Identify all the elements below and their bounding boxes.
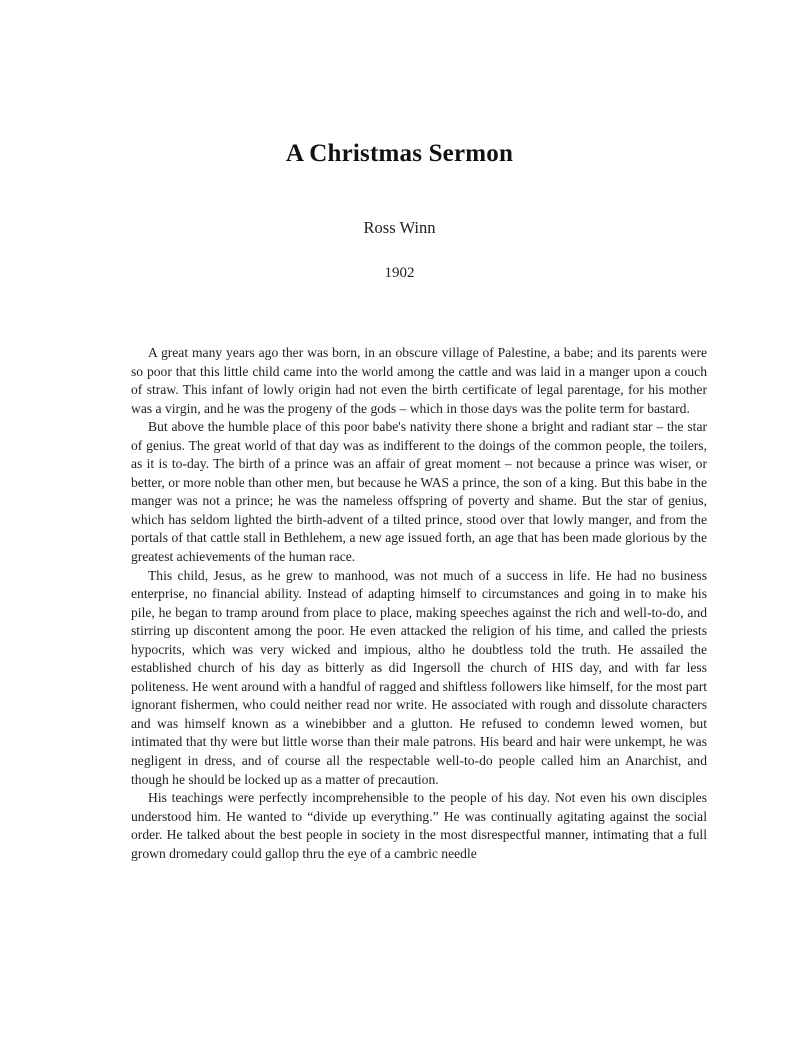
document-author: Ross Winn xyxy=(363,218,436,237)
document-title: A Christmas Sermon xyxy=(285,140,514,167)
paragraph: This child, Jesus, as he grew to manhood, was not much of a success in life. He had no business enterprise, no financial ability. Instead of adapting himself to circumstances and going in to make his pile, he began to tramp around from place to place, making speeches against the rich and well-to-do, and stirring up discontent among the poor. He even attacked the religion of his time, and called the priests hypocrits, which was very wicked and impious, altho he doubtless told the truth. He assailed the established church of his day as bitterly as did Ingersoll the church of HIS day, and with far less politeness. He went around with a handful of ragged and shiftless followers like himself, for the most part ignorant fishermen, who could neither read nor write. He associated with rough and dissolute characters and was himself known as a winebibber and a glutton. He refused to condemn lewed women, but intimated that thy were but little worse than their male patrons. His beard and hair were unkempt, he was negligent in dress, and of course all the respectable well-to-do people called him an Anarchist, and though he should be locked up as a matter of precaution. xyxy=(131,567,707,787)
paragraph: His teachings were perfectly incomprehensible to the people of his day. Not even his own disciples understood him. He wanted to “divide up everything.” He was continually agitating against the social order. He talked about the best people in society in the most disrespectful manner, intimating that a full grown dromedary could gallop thru the eye of a cambric needle xyxy=(131,790,707,861)
paragraph: A great many years ago ther was born, in an obscure village of Palestine, a babe; and its parents were so poor that this little child came into the world among the cattle and was laid in a manger upon a couch of straw. This infant of lowly origin had not even the birth certificate of legal parentage, for his mother was a virgin, and he was the progeny of the gods – which in those days was the polite term for bastard. xyxy=(131,345,707,416)
paragraph: But above the humble place of this poor babe's nativity there shone a bright and radiant star – the star of genius. The great world of that day was as indifferent to the doings of the common people, the toilers, as it is to-day. The birth of a prince was an affair of great moment – not because a prince was wiser, or better, or more noble than other men, but because he WAS a prince, the son of a king. But this babe in the manger was not a prince; he was the nameless offspring of poverty and shame. But the star of genius, which has seldom lighted the birth-advent of a tilted prince, stood over that lowly manger, and from the portals of that cattle stall in Bethlehem, a new age issued forth, an age that has been made glorious by the greatest achievements of the human race. xyxy=(131,419,707,565)
document-date: 1902 xyxy=(384,265,415,281)
document-body xyxy=(131,344,707,863)
